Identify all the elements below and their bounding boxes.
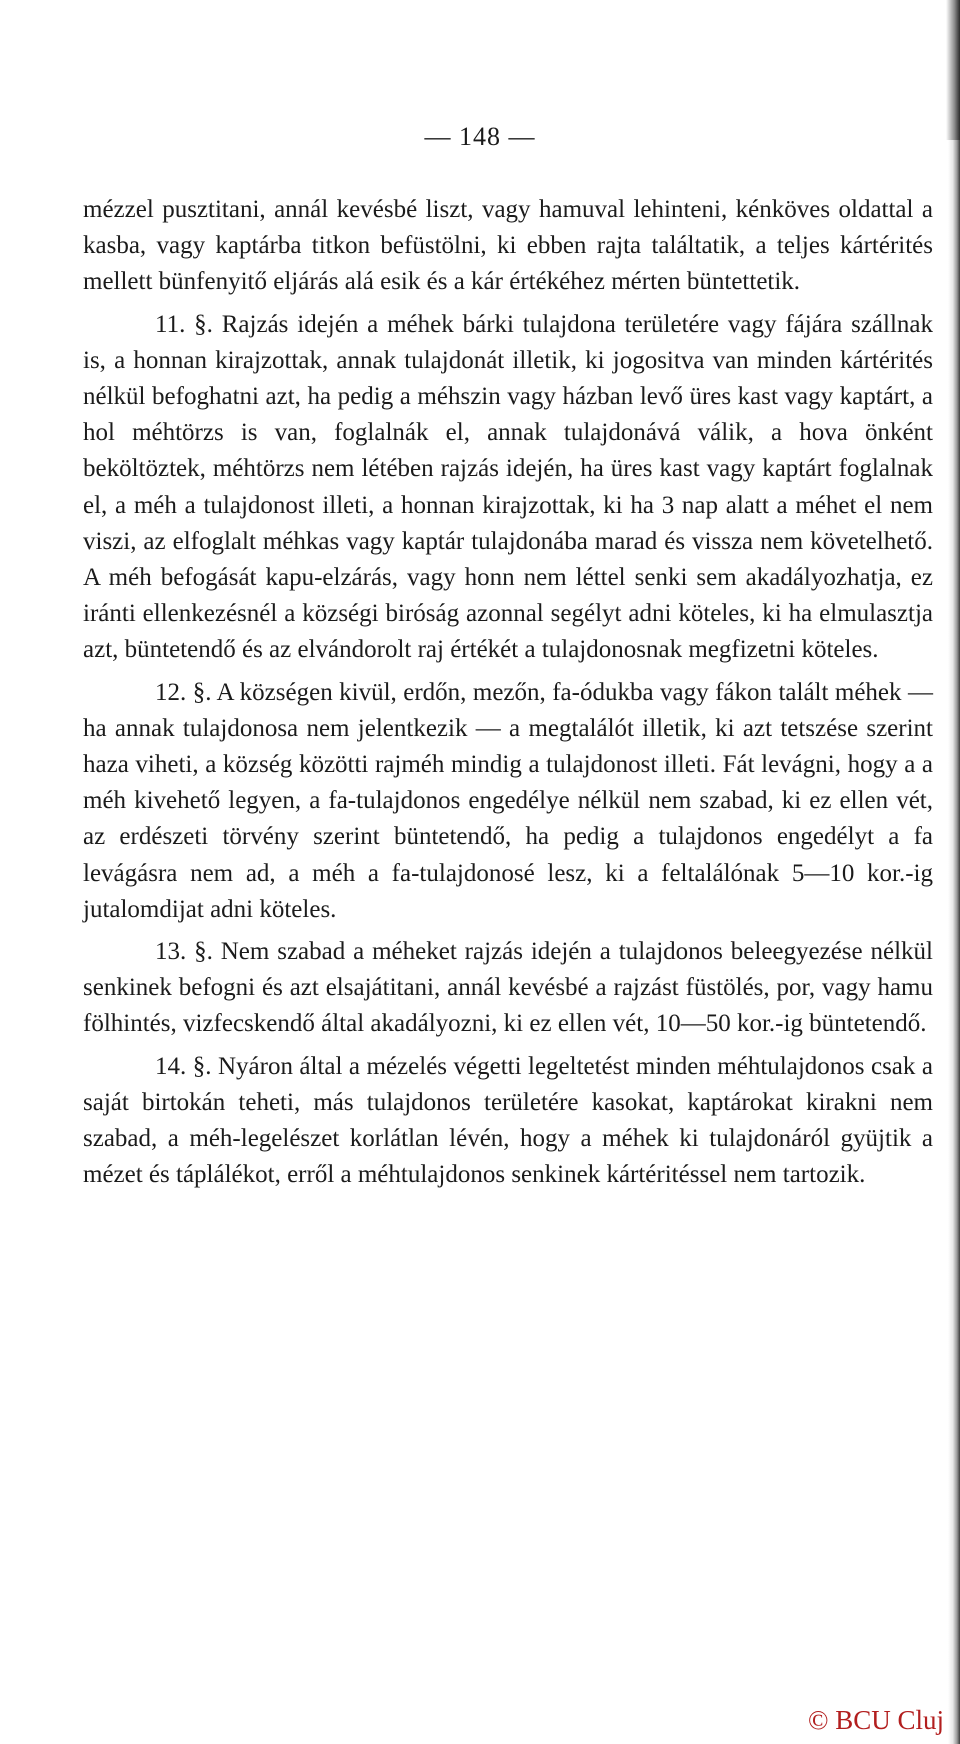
paragraph-continuation: mézzel pusztitani, annál kevésbé liszt, vagy hamuval lehinteni, kénköves oldattal a kasba, vagy kaptárba titkon befüstölni, ki ebben rajta találtatik, a teljes kártérités mellett bünfenyitő eljárás alá esik és a kár értékéhez mérten büntettetik. <box>83 196 933 296</box>
paragraph-section-14: 14. §. Nyáron által a mézelés végetti legeltetést minden méhtulajdonos csak a saját birtokán teheti, más tulajdonos területére kasokat, kaptárokat kirakni nem szabad, a méh-legelészet korlátlan lévén, hogy a méhek ki tulajdonáról gyüjtik a mézet és táplálékot, erről a méhtulajdonos senkinek kártéritéssel nem tartozik. <box>83 1052 933 1189</box>
paragraph-section-13: 13. §. Nem szabad a méheket rajzás idején a tulajdonos beleegyezése nélkül senkinek befogni és azt elsajátitani, annál kevésbé a rajzást füstölés, por, vagy hamu fölhintés, vizfecskendő által akadályozni, ki ez ellen vét, 10—50 kor.-ig büntetendő. <box>83 938 933 1038</box>
body-text <box>83 192 933 1193</box>
paragraph-section-11: 11. §. Rajzás idején a méhek bárki tulajdona területére vagy fájára szállnak is, a honnan kirajzottak, annak tulajdonát illetik, ki jogositva van minden kártérités nélkül befoghatni azt, ha pedig a méhszin vagy házban levő üres kast vagy kaptárt, a hol méhtörzs is van, foglalnák el, annak tulajdonává válik, a hova önként beköltöztek, méhtörzs nem létében rajzás idején, ha üres kast vagy kaptárt foglalnak el, a méh a tulajdonost illeti, a honnan kirajzottak, ki ha 3 nap alatt a méhet el nem viszi, az elfoglalt méhkas vagy kaptár tulajdonába marad és vissza nem követelhető. A méh befogását kapu-elzárás, vagy honn nem léttel senki sem akadályozhatja, ez iránti ellenkezésnél a községi biróság azonnal segélyt adni köteles, ki ha elmulasztja azt, büntetendő és az elvándorolt raj értékét a tulajdonosnak megfizetni köteles. <box>83 310 933 664</box>
page-number: — 148 — <box>424 122 536 151</box>
page-corner-shadow <box>946 0 960 140</box>
library-watermark: © BCU Cluj <box>807 1705 944 1735</box>
paragraph-section-12: 12. §. A községen kivül, erdőn, mezőn, fa-ódukba vagy fákon talált méhek — ha annak tulajdonosa nem jelentkezik — a megtalálót illetik, ki azt tetszése szerint haza viheti, a község közötti rajméh mindig a tulajdonost illeti. Fát levágni, hogy a a méh kivehető legyen, a fa-tulajdonos engedélye nélkül nem szabad, ki ez ellen vét, az erdészeti törvény szerint büntetendő, ha pedig a tulajdonos engedélyt a fa levágásra nem ad, a méh a fa-tulajdonosé lesz, ki a feltalálónak 5—10 kor.-ig jutalomdijat adni köteles. <box>83 678 933 923</box>
page-edge-shadow <box>948 0 960 1744</box>
